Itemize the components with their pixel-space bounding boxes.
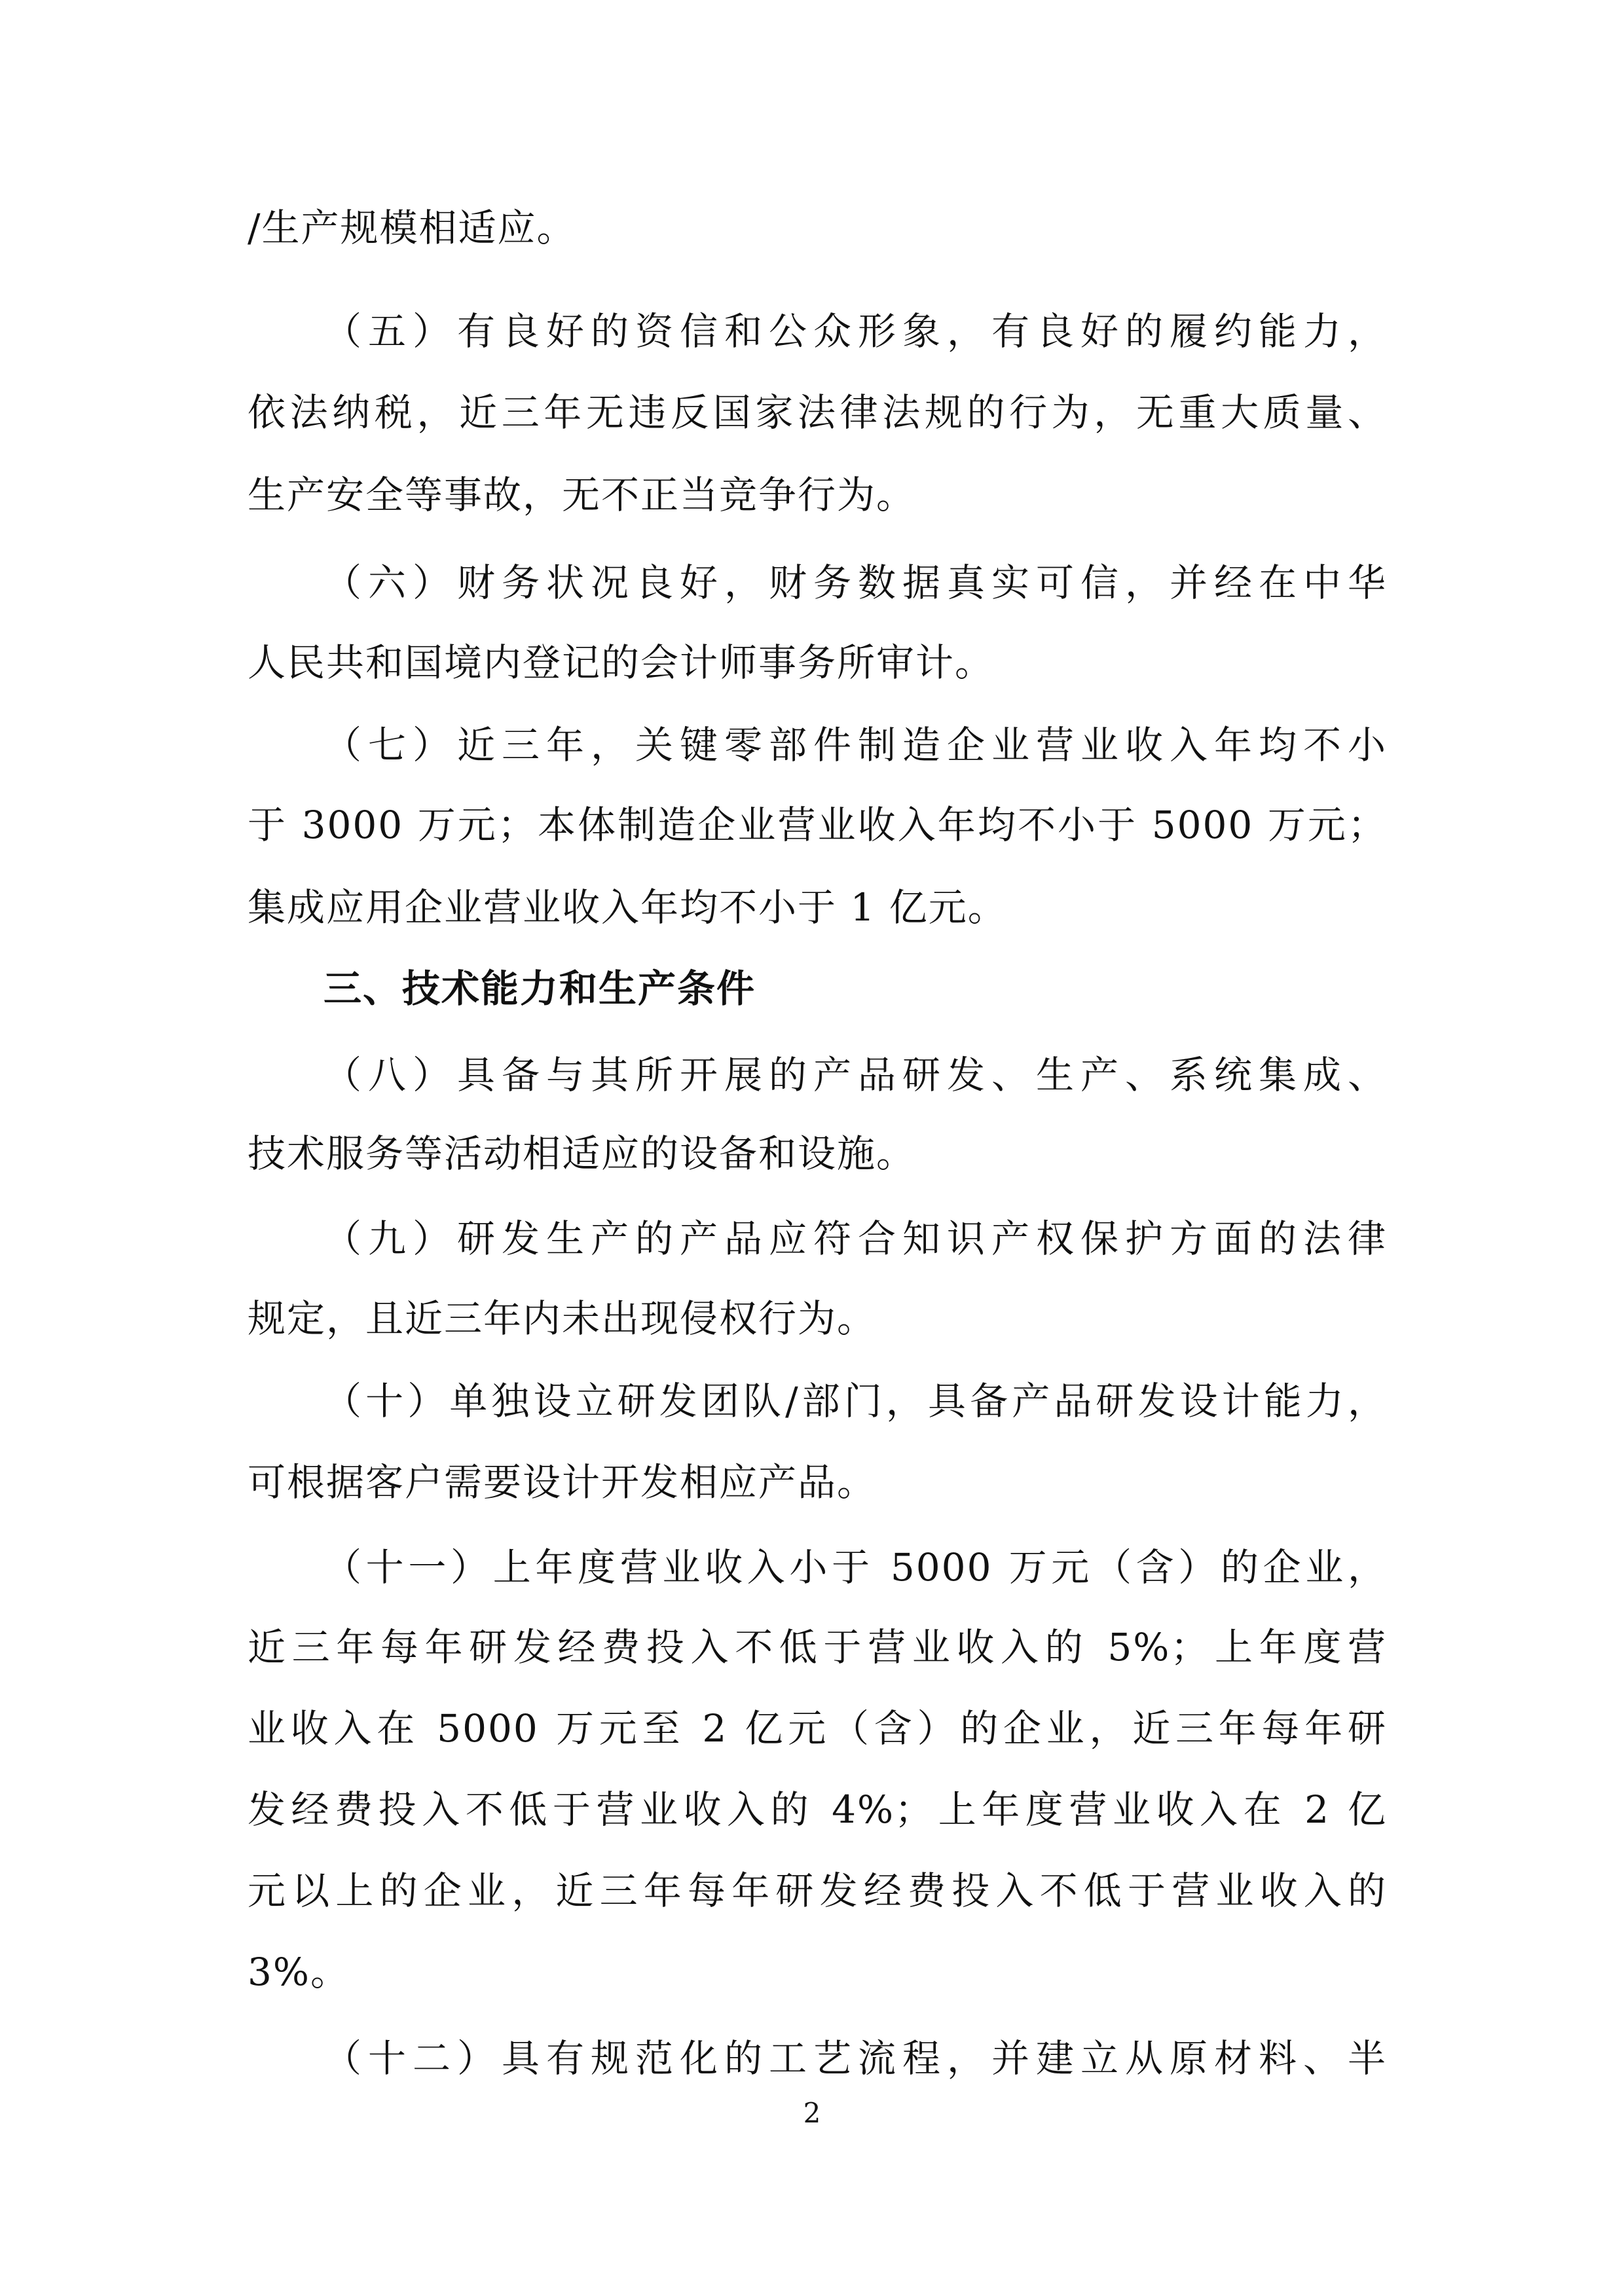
section-heading: 三、技术能力和生产条件 — [323, 966, 756, 1011]
text-line: 业收入在 5000 万元至 2 亿元（含）的企业，近三年每年研 — [248, 1706, 1387, 1751]
text-line: /生产规模相适应。 — [248, 206, 576, 250]
text-line: 人民共和国境内登记的会计师事务所审计。 — [248, 640, 995, 685]
text-line: 发经费投入不低于营业收入的 4%；上年度营业收入在 2 亿 — [248, 1787, 1387, 1832]
text-line: 生产安全等事故，无不正当竞争行为。 — [248, 473, 916, 517]
text-line: 技术服务等活动相适应的设备和设施。 — [248, 1131, 916, 1176]
text-line: （八）具备与其所开展的产品研发、生产、系统集成、 — [323, 1053, 1387, 1097]
text-line: （五）有良好的资信和公众形象，有良好的履约能力， — [323, 309, 1387, 354]
text-line: （十二）具有规范化的工艺流程，并建立从原材料、半 — [323, 2036, 1387, 2081]
text-line: 3%。 — [248, 1950, 350, 1994]
text-line: （六）财务状况良好，财务数据真实可信，并经在中华 — [323, 560, 1387, 605]
text-line: 近三年每年研发经费投入不低于营业收入的 5%；上年度营 — [248, 1625, 1387, 1669]
text-line: 规定，且近三年内未出现侵权行为。 — [248, 1296, 877, 1341]
text-line: （十）单独设立研发团队/部门，具备产品研发设计能力， — [323, 1379, 1387, 1423]
text-line: 元以上的企业，近三年每年研发经费投入不低于营业收入的 — [248, 1868, 1387, 1913]
text-line: （九）研发生产的产品应符合知识产权保护方面的法律 — [323, 1216, 1387, 1261]
text-line: （七）近三年，关键零部件制造企业营业收入年均不小 — [323, 723, 1387, 767]
text-line: 可根据客户需要设计开发相应产品。 — [248, 1460, 877, 1504]
page-number: 2 — [803, 2097, 821, 2129]
text-line: 于 3000 万元；本体制造企业营业收入年均不小于 5000 万元； — [248, 803, 1387, 847]
text-line: （十一）上年度营业收入小于 5000 万元（含）的企业， — [323, 1545, 1387, 1590]
text-line: 集成应用企业营业收入年均不小于 1 亿元。 — [248, 885, 1007, 930]
text-line: 依法纳税，近三年无违反国家法律法规的行为，无重大质量、 — [248, 390, 1387, 435]
